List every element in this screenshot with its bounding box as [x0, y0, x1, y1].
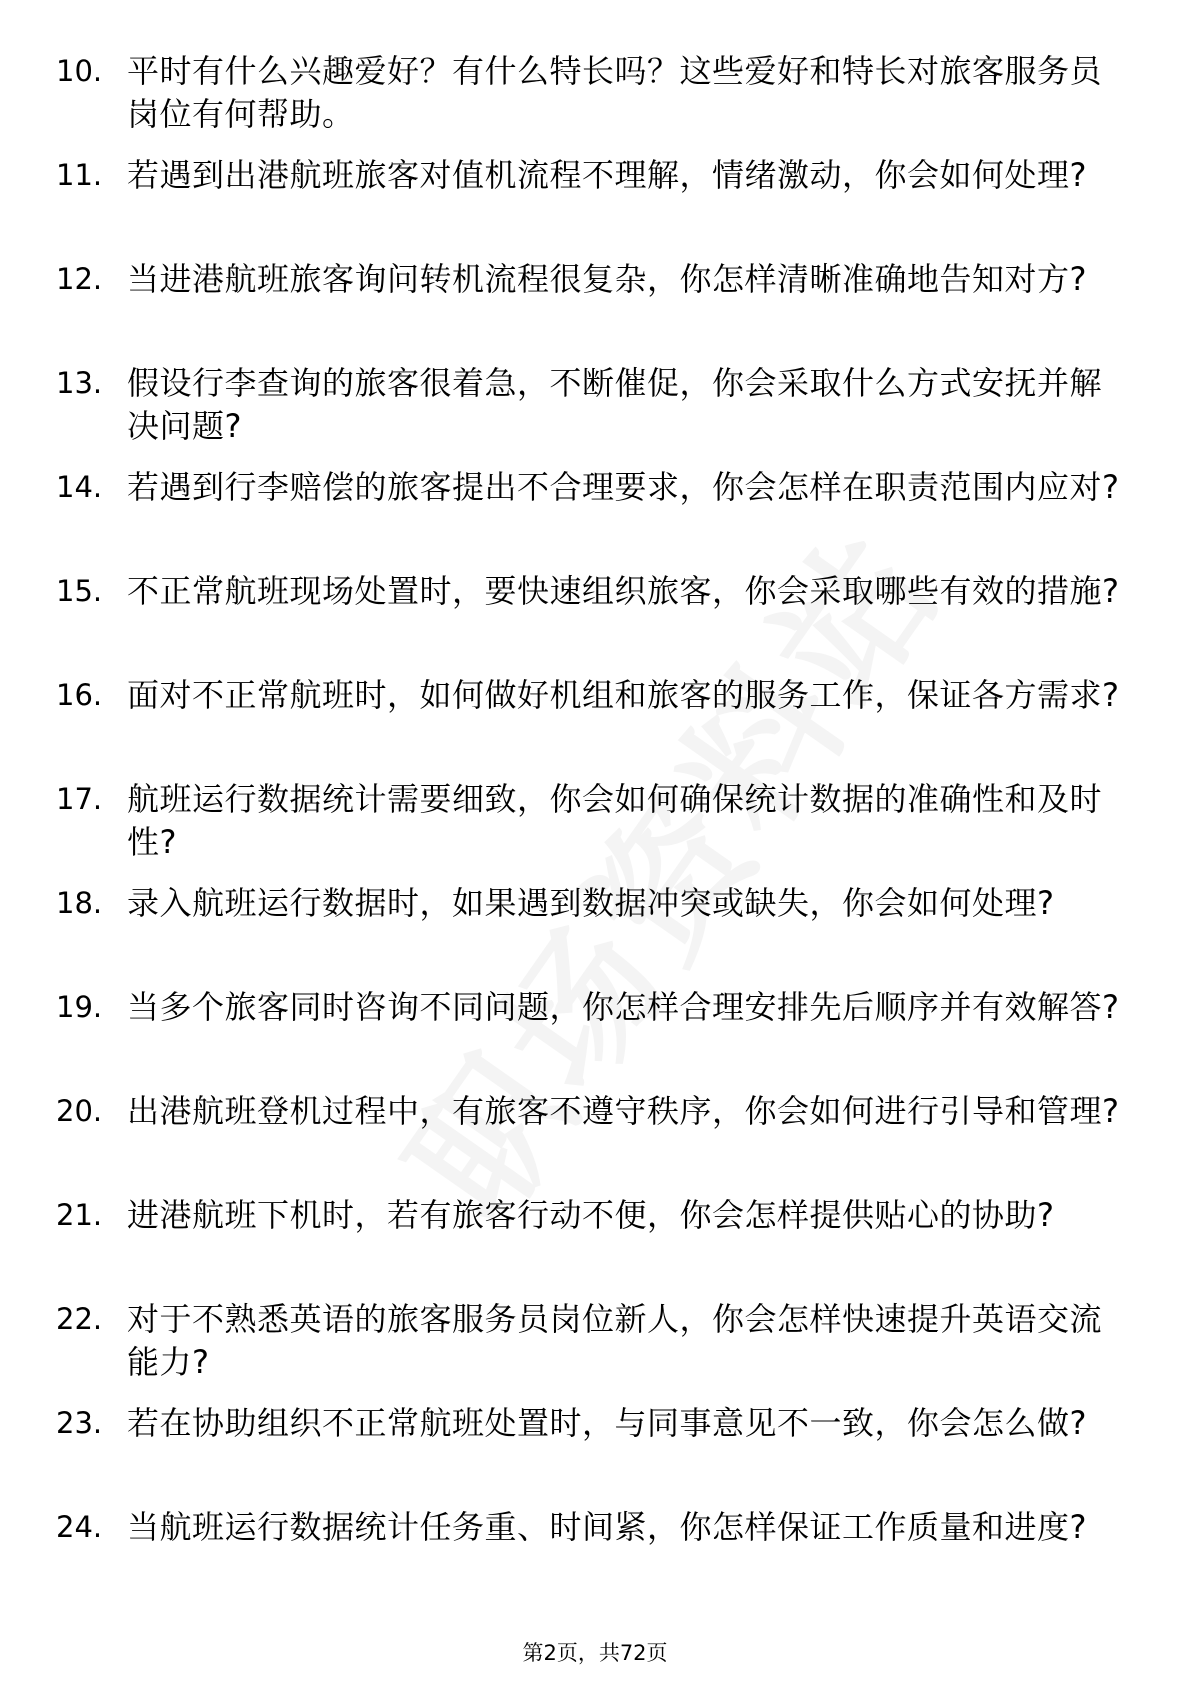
- question-number: 16.: [56, 678, 103, 712]
- list-item: [0, 1298, 1190, 1402]
- question-number: 24.: [56, 1510, 103, 1544]
- list-item: [0, 50, 1190, 154]
- question-text: 不正常航班现场处置时，要快速组织旅客，你会采取哪些有效的措施?: [127, 572, 1120, 610]
- question-list: [0, 50, 1190, 1610]
- question-text: 对于不熟悉英语的旅客服务员岗位新人，你会怎样快速提升英语交流能力?: [127, 1300, 1103, 1381]
- page-footer: [0, 1639, 1190, 1667]
- question-number: 22.: [56, 1302, 103, 1336]
- page-number: 第2页，共72页: [522, 1641, 668, 1665]
- question-number: 10.: [56, 54, 103, 88]
- question-number: 14.: [56, 470, 103, 504]
- question-number: 21.: [56, 1198, 103, 1232]
- question-text: 平时有什么兴趣爱好？有什么特长吗？这些爱好和特长对旅客服务员岗位有何帮助。: [127, 52, 1103, 133]
- question-number: 12.: [56, 262, 103, 296]
- question-number: 23.: [56, 1406, 103, 1440]
- list-item: [0, 1506, 1190, 1610]
- list-item: [0, 570, 1190, 674]
- question-number: 19.: [56, 990, 103, 1024]
- list-item: [0, 1402, 1190, 1506]
- question-text: 出港航班登机过程中，有旅客不遵守秩序，你会如何进行引导和管理?: [127, 1092, 1120, 1130]
- question-text: 进港航班下机时，若有旅客行动不便，你会怎样提供贴心的协助?: [127, 1196, 1055, 1234]
- list-item: [0, 778, 1190, 882]
- question-text: 录入航班运行数据时，如果遇到数据冲突或缺失，你会如何处理?: [127, 884, 1055, 922]
- list-item: [0, 882, 1190, 986]
- question-number: 15.: [56, 574, 103, 608]
- question-text: 若在协助组织不正常航班处置时，与同事意见不一致，你会怎么做?: [127, 1404, 1087, 1442]
- question-text: 若遇到出港航班旅客对值机流程不理解，情绪激动，你会如何处理?: [127, 156, 1087, 194]
- list-item: [0, 986, 1190, 1090]
- question-text: 面对不正常航班时，如何做好机组和旅客的服务工作，保证各方需求?: [127, 676, 1120, 714]
- list-item: [0, 466, 1190, 570]
- question-text: 若遇到行李赔偿的旅客提出不合理要求，你会怎样在职责范围内应对?: [127, 468, 1120, 506]
- question-text: 当进港航班旅客询问转机流程很复杂，你怎样清晰准确地告知对方?: [127, 260, 1087, 298]
- question-number: 17.: [56, 782, 103, 816]
- list-item: [0, 1194, 1190, 1298]
- question-number: 11.: [56, 158, 103, 192]
- question-text: 当航班运行数据统计任务重、时间紧，你怎样保证工作质量和进度?: [127, 1508, 1087, 1546]
- list-item: [0, 674, 1190, 778]
- question-text: 假设行李查询的旅客很着急，不断催促，你会采取什么方式安抚并解决问题?: [127, 364, 1103, 445]
- question-number: 13.: [56, 366, 103, 400]
- question-number: 18.: [56, 886, 103, 920]
- list-item: [0, 154, 1190, 258]
- question-text: 航班运行数据统计需要细致，你会如何确保统计数据的准确性和及时性?: [127, 780, 1103, 861]
- list-item: [0, 1090, 1190, 1194]
- question-text: 当多个旅客同时咨询不同问题，你怎样合理安排先后顺序并有效解答?: [127, 988, 1120, 1026]
- list-item: [0, 362, 1190, 466]
- list-item: [0, 258, 1190, 362]
- question-number: 20.: [56, 1094, 103, 1128]
